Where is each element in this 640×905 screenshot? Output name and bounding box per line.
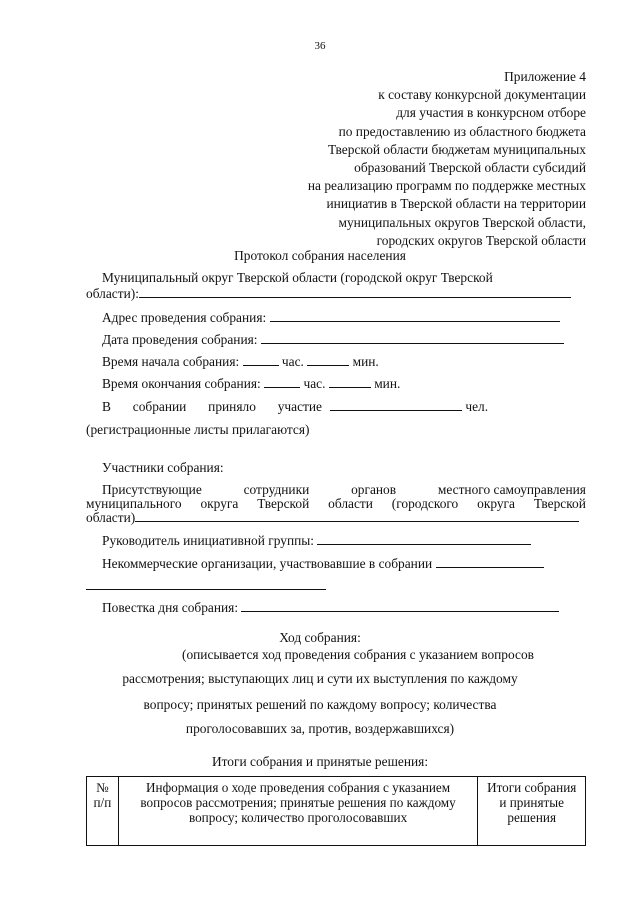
date-field: Дата проведения собрания: bbox=[102, 332, 564, 348]
end-time-field: Время окончания собрания: час. мин. bbox=[102, 376, 401, 391]
document-title: Протокол собрания населения bbox=[234, 248, 406, 263]
appendix-line: по предоставлению из областного бюджета bbox=[338, 123, 586, 139]
appendix-line: Приложение 4 bbox=[504, 69, 586, 84]
appendix-line: для участия в конкурсном отборе bbox=[396, 105, 586, 121]
officials-blank[interactable] bbox=[135, 510, 579, 522]
results-table bbox=[86, 776, 586, 846]
table-header-row bbox=[87, 777, 586, 846]
agenda-field: Повестка дня собрания: bbox=[102, 600, 559, 616]
start-minutes-blank[interactable] bbox=[307, 354, 349, 366]
group-leader-blank[interactable] bbox=[317, 533, 531, 545]
appendix-line: образований Тверской области субсидий bbox=[354, 160, 586, 176]
proceedings-line: вопросу; принятых решений по каждому вопросу; количества bbox=[143, 697, 497, 712]
ngo-blank[interactable] bbox=[436, 556, 544, 568]
appendix-header bbox=[166, 68, 586, 250]
table-header-number: № п/п bbox=[87, 777, 119, 846]
officials-line-2: муниципального округа Тверской области (городского округа Тверской bbox=[86, 496, 586, 511]
ngo-field: Некоммерческие организации, участвовавшие в собрании bbox=[102, 556, 544, 572]
officials-line-3: области) bbox=[86, 510, 579, 526]
appendix-line: к составу конкурсной документации bbox=[378, 87, 586, 103]
proceedings-heading: Ход собрания: bbox=[279, 630, 361, 645]
municipality-label: Муниципальный округ Тверской области (городской округ Тверской bbox=[102, 270, 493, 285]
page-number: 36 bbox=[314, 40, 326, 52]
appendix-line: городских округов Тверской области bbox=[376, 232, 586, 248]
municipality-blank[interactable] bbox=[139, 286, 571, 298]
agenda-blank[interactable] bbox=[241, 600, 559, 612]
attended-count: чел. bbox=[330, 399, 488, 415]
attended-label: В собрании приняло участие bbox=[102, 399, 322, 414]
results-heading: Итоги собрания и принятые решения: bbox=[211, 754, 429, 769]
appendix-line: муниципальных округов Тверской области, bbox=[338, 214, 586, 230]
date-blank[interactable] bbox=[261, 332, 564, 344]
appendix-line: Тверской области бюджетам муниципальных bbox=[328, 141, 586, 157]
participants-heading: Участники собрания: bbox=[102, 460, 224, 475]
group-leader-field: Руководитель инициативной группы: bbox=[102, 533, 531, 549]
address-blank[interactable] bbox=[270, 310, 560, 322]
end-hours-blank[interactable] bbox=[264, 376, 300, 388]
start-time-field: Время начала собрания: час. мин. bbox=[102, 354, 379, 369]
proceedings-line: (описывается ход проведения собрания с указанием вопросов bbox=[181, 647, 534, 662]
proceedings-line: проголосовавших за, против, воздержавшихся) bbox=[185, 721, 455, 736]
address-field: Адрес проведения собрания: bbox=[102, 310, 560, 326]
start-hours-blank[interactable] bbox=[243, 354, 279, 366]
proceedings-line: рассмотрения; выступающих лиц и сути их выступления по каждому bbox=[122, 671, 518, 686]
table-header-results: Итоги собрания и принятые решения bbox=[478, 777, 586, 846]
municipality-line: области): bbox=[86, 286, 571, 302]
ngo-blank-continuation[interactable] bbox=[86, 589, 326, 590]
officials-line-1: Присутствующие сотрудники органов местного самоуправления bbox=[102, 482, 586, 497]
appendix-line: инициатив в Тверской области на территории bbox=[326, 196, 586, 212]
table-header-info: Информация о ходе проведения собрания с указанием вопросов рассмотрения; принятые решения по каждому вопросу; количество проголосовавших bbox=[118, 777, 478, 846]
attended-blank[interactable] bbox=[330, 399, 462, 411]
registration-note: (регистрационные листы прилагаются) bbox=[86, 422, 310, 437]
end-minutes-blank[interactable] bbox=[329, 376, 371, 388]
appendix-line: на реализацию программ по поддержке местных bbox=[307, 178, 586, 194]
